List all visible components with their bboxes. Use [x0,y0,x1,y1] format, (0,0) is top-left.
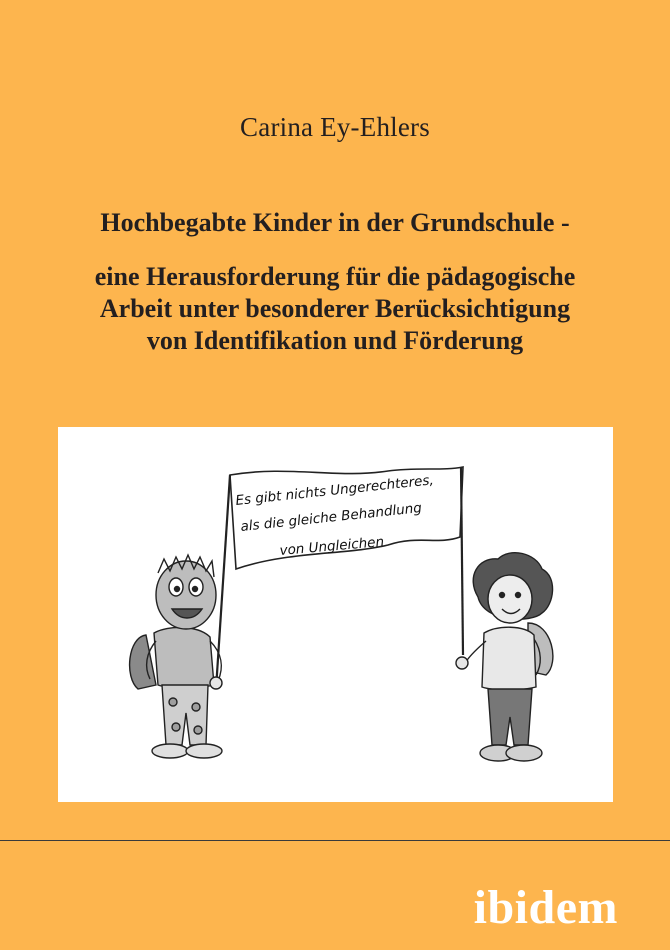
author-name: Carina Ey-Ehlers [240,112,430,142]
subtitle-line-3: von Identifikation und Förderung [146,326,524,355]
book-subtitle [0,261,670,357]
title-block [0,205,670,357]
banner-pole-left [216,475,230,689]
boy-figure [130,555,222,758]
banner-line-1: Es gibt nichts Ungerechteres, [234,472,435,509]
cover-illustration [58,427,613,802]
children-with-banner-illustration [58,427,613,802]
banner [230,467,463,569]
girl-figure [456,553,553,761]
subtitle-line-2: Arbeit unter besonderer Berücksichtigung [99,294,571,323]
horizontal-rule [0,840,670,841]
banner-pole-right [461,467,463,655]
banner-line-3: von Ungleichen [278,533,385,559]
banner-line-2: als die gleiche Behandlung [239,500,423,535]
subtitle-line-1: eine Herausforderung für die pädagogische [94,262,576,291]
book-title: Hochbegabte Kinder in der Grundschule - [100,208,570,237]
publisher-logo: ibidem [473,881,618,934]
